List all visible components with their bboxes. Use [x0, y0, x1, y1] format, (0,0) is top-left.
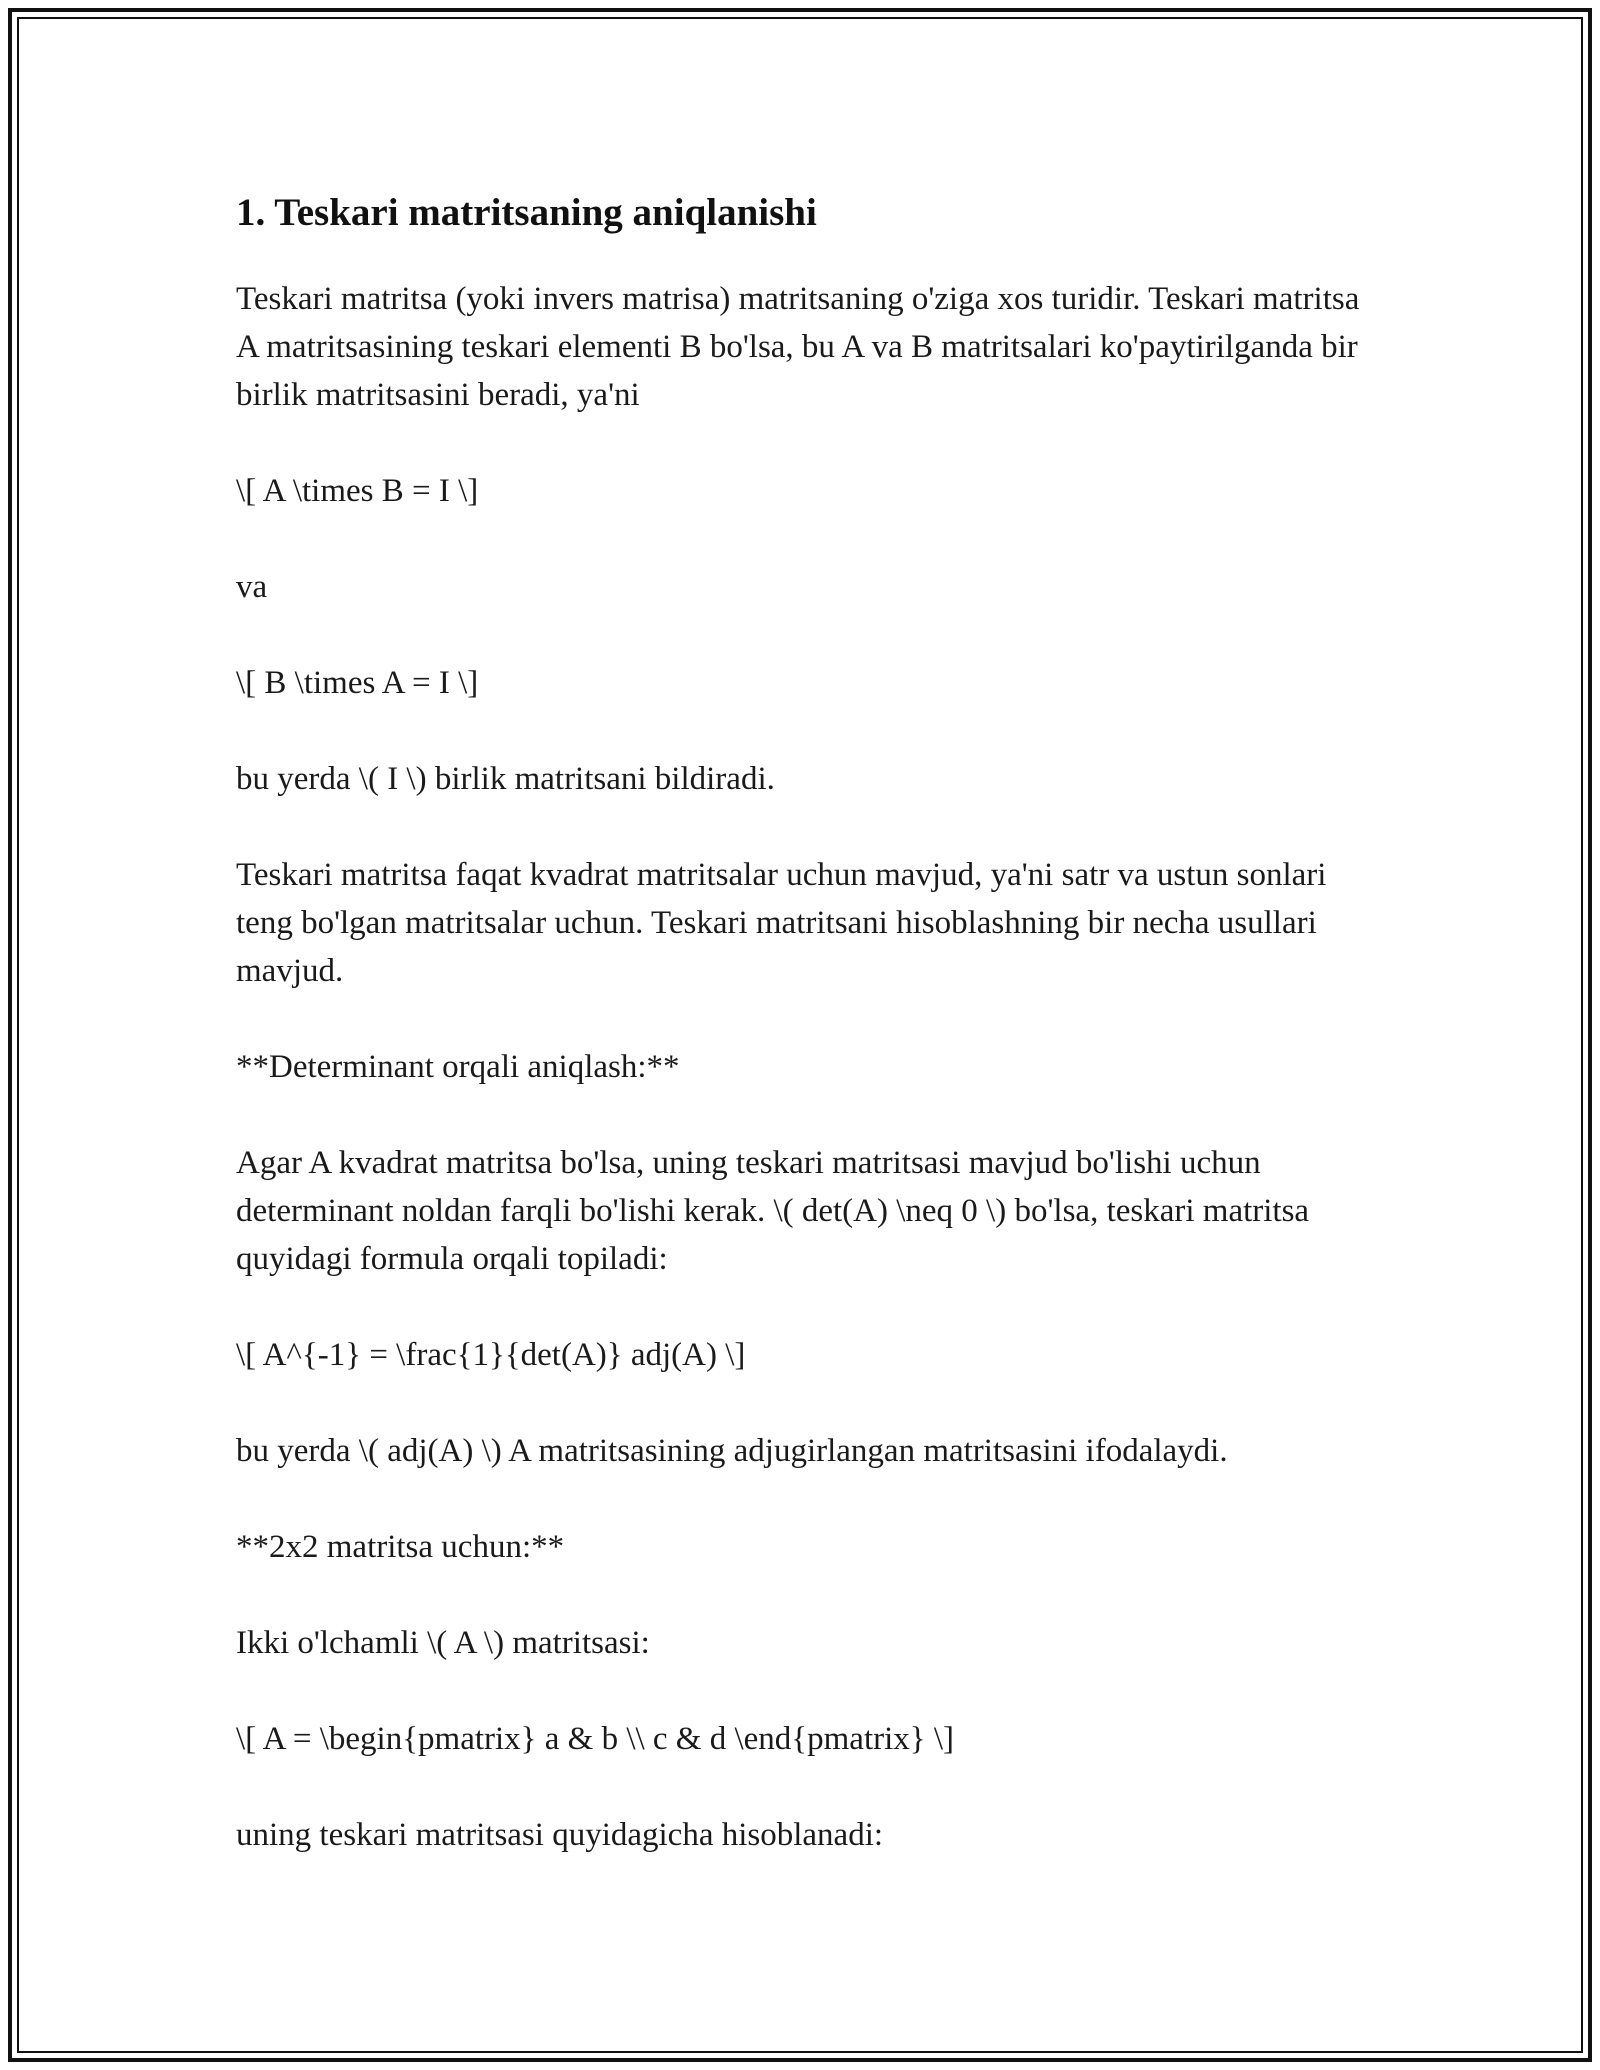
paragraph-identity-note: bu yerda \( I \) birlik matritsani bildiradi.	[236, 761, 775, 797]
formula-inverse: \[ A^{-1} = \frac{1}{det(A)} adj(A) \]	[236, 1337, 746, 1373]
paragraph-adjugate-note: bu yerda \( adj(A) \) A matritsasining adjugirlangan matritsasini ifodalaydi.	[236, 1433, 1228, 1469]
formula-pmatrix: \[ A = \begin{pmatrix} a & b \\ c & d \end{pmatrix} \]	[236, 1721, 955, 1757]
paragraph-two-dimensional: Ikki o'lchamli \( A \) matritsasi:	[236, 1625, 650, 1661]
subheading-determinant: **Determinant orqali aniqlash:**	[236, 1049, 680, 1085]
document-body	[236, 185, 1376, 1907]
formula-b-times-a: \[ B \times A = I \]	[236, 665, 479, 701]
paragraph-square-matrices: Teskari matritsa faqat kvadrat matritsalar uchun mavjud, ya'ni satr va ustun sonlari teng bo'lgan matritsalar uchun. Teskari matritsani hisoblashning bir necha usullari mavjud.	[236, 857, 1327, 989]
paragraph-calculated: uning teskari matritsasi quyidagicha hisoblanadi:	[236, 1817, 884, 1853]
subheading-2x2: **2x2 matritsa uchun:**	[236, 1529, 565, 1565]
paragraph-determinant: Agar A kvadrat matritsa bo'lsa, uning teskari matritsasi mavjud bo'lishi uchun determinant noldan farqli bo'lishi kerak. \( det(A) \neq 0 \) bo'lsa, teskari matritsa quyidagi formula orqali topiladi:	[236, 1145, 1310, 1277]
formula-a-times-b: \[ A \times B = I \]	[236, 473, 479, 509]
section-heading: 1. Teskari matritsaning aniqlanishi	[236, 191, 817, 234]
paragraph-va: va	[236, 569, 268, 605]
paragraph-definition: Teskari matritsa (yoki invers matrisa) matritsaning o'ziga xos turidir. Teskari matritsa A matritsasining teskari elementi B bo'lsa, bu A va B matritsalari ko'paytirilganda bir birlik matritsasini beradi, ya'ni	[236, 281, 1360, 413]
